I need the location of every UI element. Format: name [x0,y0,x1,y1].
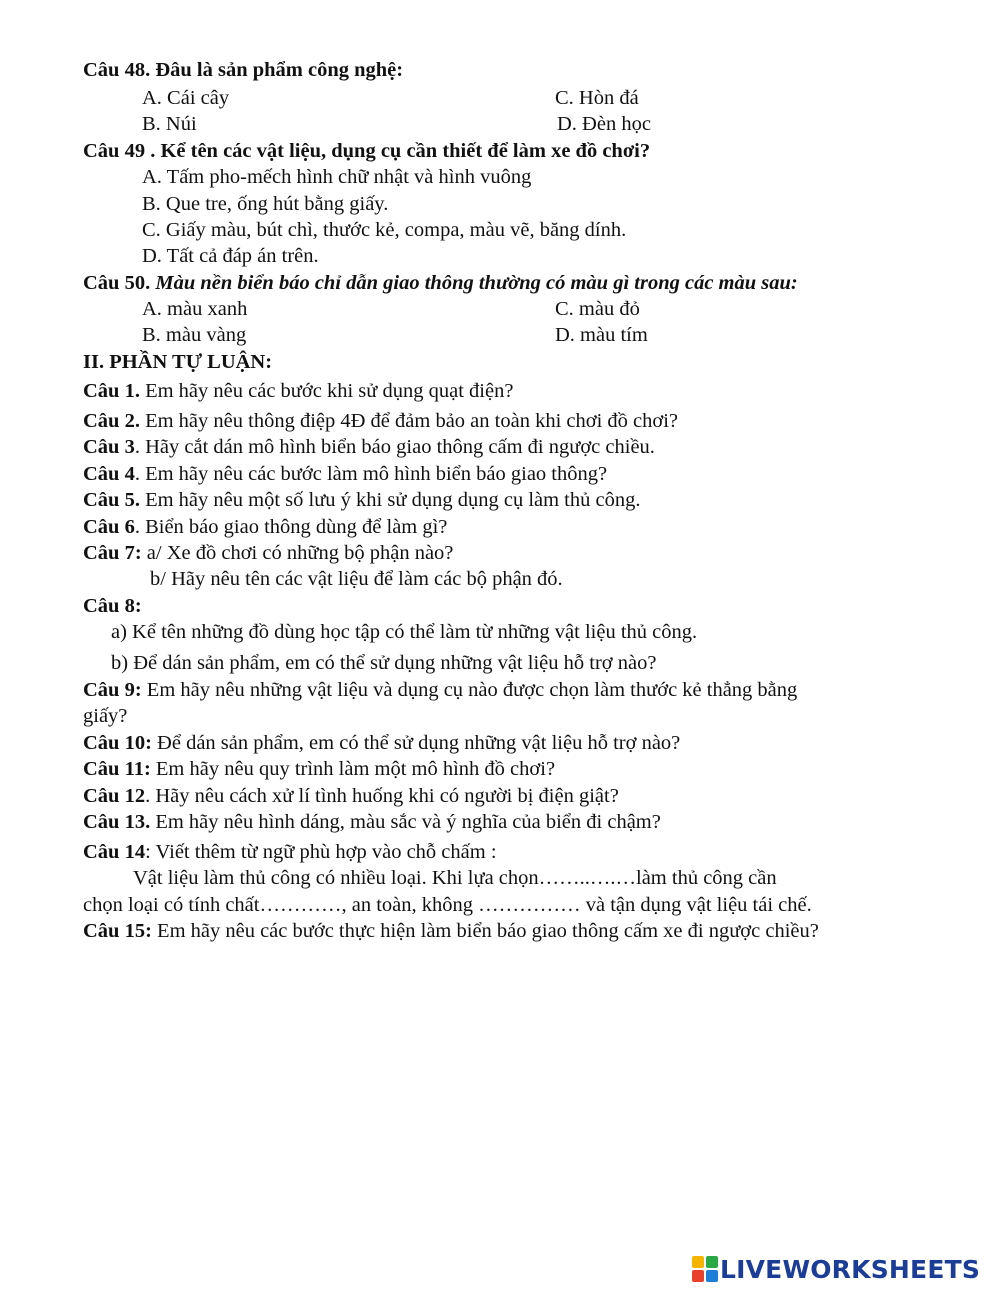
essay-question-5: Câu 5. Em hãy nêu một số lưu ý khi sử dụng dụng cụ làm thủ công. [83,489,641,511]
essay-question-9: Câu 9: Em hãy nêu những vật liệu và dụng cụ nào được chọn làm thước kẻ thẳng bằng [83,679,798,701]
question-50-option-b: B. màu vàng [142,324,247,346]
question-49-option-c: C. Giấy màu, bút chì, thước kẻ, compa, màu vẽ, băng dính. [142,219,627,241]
question-49-option-b: B. Que tre, ống hút bằng giấy. [142,193,389,215]
essay-question-7b: b/ Hãy nêu tên các vật liệu để làm các bộ phận đó. [150,568,563,590]
essay-question-8a: a) Kể tên những đồ dùng học tập có thể làm từ những vật liệu thủ công. [111,621,698,643]
essay-question-8b: b) Để dán sản phẩm, em có thể sử dụng những vật liệu hỗ trợ nào? [111,652,657,674]
essay-question-2: Câu 2. Em hãy nêu thông điệp 4Đ để đảm bảo an toàn khi chơi đồ chơi? [83,410,679,432]
logo-square-3 [692,1270,704,1282]
liveworksheets-logo-icon [692,1256,718,1282]
essay-question-13: Câu 13. Em hãy nêu hình dáng, màu sắc và ý nghĩa của biển đi chậm? [83,811,661,833]
essay-question-6: Câu 6. Biển báo giao thông dùng để làm gì? [83,516,448,538]
essay-question-14-line2: chọn loại có tính chất…………, an toàn, không …………… và tận dụng vật liệu tái chế. [83,894,812,916]
essay-question-10: Câu 10: Để dán sản phẩm, em có thể sử dụng những vật liệu hỗ trợ nào? [83,732,681,754]
question-48-option-c: C. Hòn đá [555,87,639,109]
logo-square-4 [706,1270,718,1282]
essay-question-12: Câu 12. Hãy nêu cách xử lí tình huống khi có người bị điện giật? [83,785,619,807]
question-48-option-d: D. Đèn học [557,113,651,135]
essay-question-14: Câu 14: Viết thêm từ ngữ phù hợp vào chỗ chấm : [83,841,497,863]
question-49-label: Câu 49 . Kể tên các vật liệu, dụng cụ cần thiết để làm xe đồ chơi? [83,140,651,162]
essay-question-4: Câu 4. Em hãy nêu các bước làm mô hình biển báo giao thông? [83,463,608,485]
essay-question-11: Câu 11: Em hãy nêu quy trình làm một mô hình đồ chơi? [83,758,556,780]
essay-question-15: Câu 15: Em hãy nêu các bước thực hiện làm biển báo giao thông cấm xe đi ngược chiều? [83,920,819,942]
question-50-text: Màu nền biển báo chỉ dẫn giao thông thường có màu gì trong các màu sau: [150,272,798,294]
essay-question-8-label: Câu 8: [83,595,142,617]
essay-question-14-line1: Vật liệu làm thủ công có nhiều loại. Khi lựa chọn……..….…làm thủ công cần [133,867,777,889]
essay-question-7a: Câu 7: a/ Xe đồ chơi có những bộ phận nào? [83,542,454,564]
question-49-option-d: D. Tất cả đáp án trên. [142,245,319,267]
question-48-option-a: A. Cái cây [142,87,230,109]
essay-question-3: Câu 3. Hãy cắt dán mô hình biển báo giao thông cấm đi ngược chiều. [83,436,655,458]
liveworksheets-logo-text: LIVEWORKSHEETS [720,1254,981,1284]
logo-square-1 [692,1256,704,1268]
question-49-option-a: A. Tấm pho-mếch hình chữ nhật và hình vuông [142,166,532,188]
logo-square-2 [706,1256,718,1268]
question-50-label: Câu 50. [83,272,151,294]
section-2-title: II. PHẦN TỰ LUẬN: [83,351,273,373]
essay-question-1: Câu 1. Em hãy nêu các bước khi sử dụng quạt điện? [83,380,514,402]
question-50-line [83,271,798,295]
liveworksheets-logo [692,1253,992,1285]
essay-question-9-cont: giấy? [83,705,128,727]
question-50-option-a: A. màu xanh [142,298,248,320]
question-50-option-d: D. màu tím [555,324,648,346]
question-50-option-c: C. màu đỏ [555,298,640,320]
question-48-option-b: B. Núi [142,113,197,135]
question-48-label: Câu 48. Đâu là sản phẩm công nghệ: [83,59,404,81]
